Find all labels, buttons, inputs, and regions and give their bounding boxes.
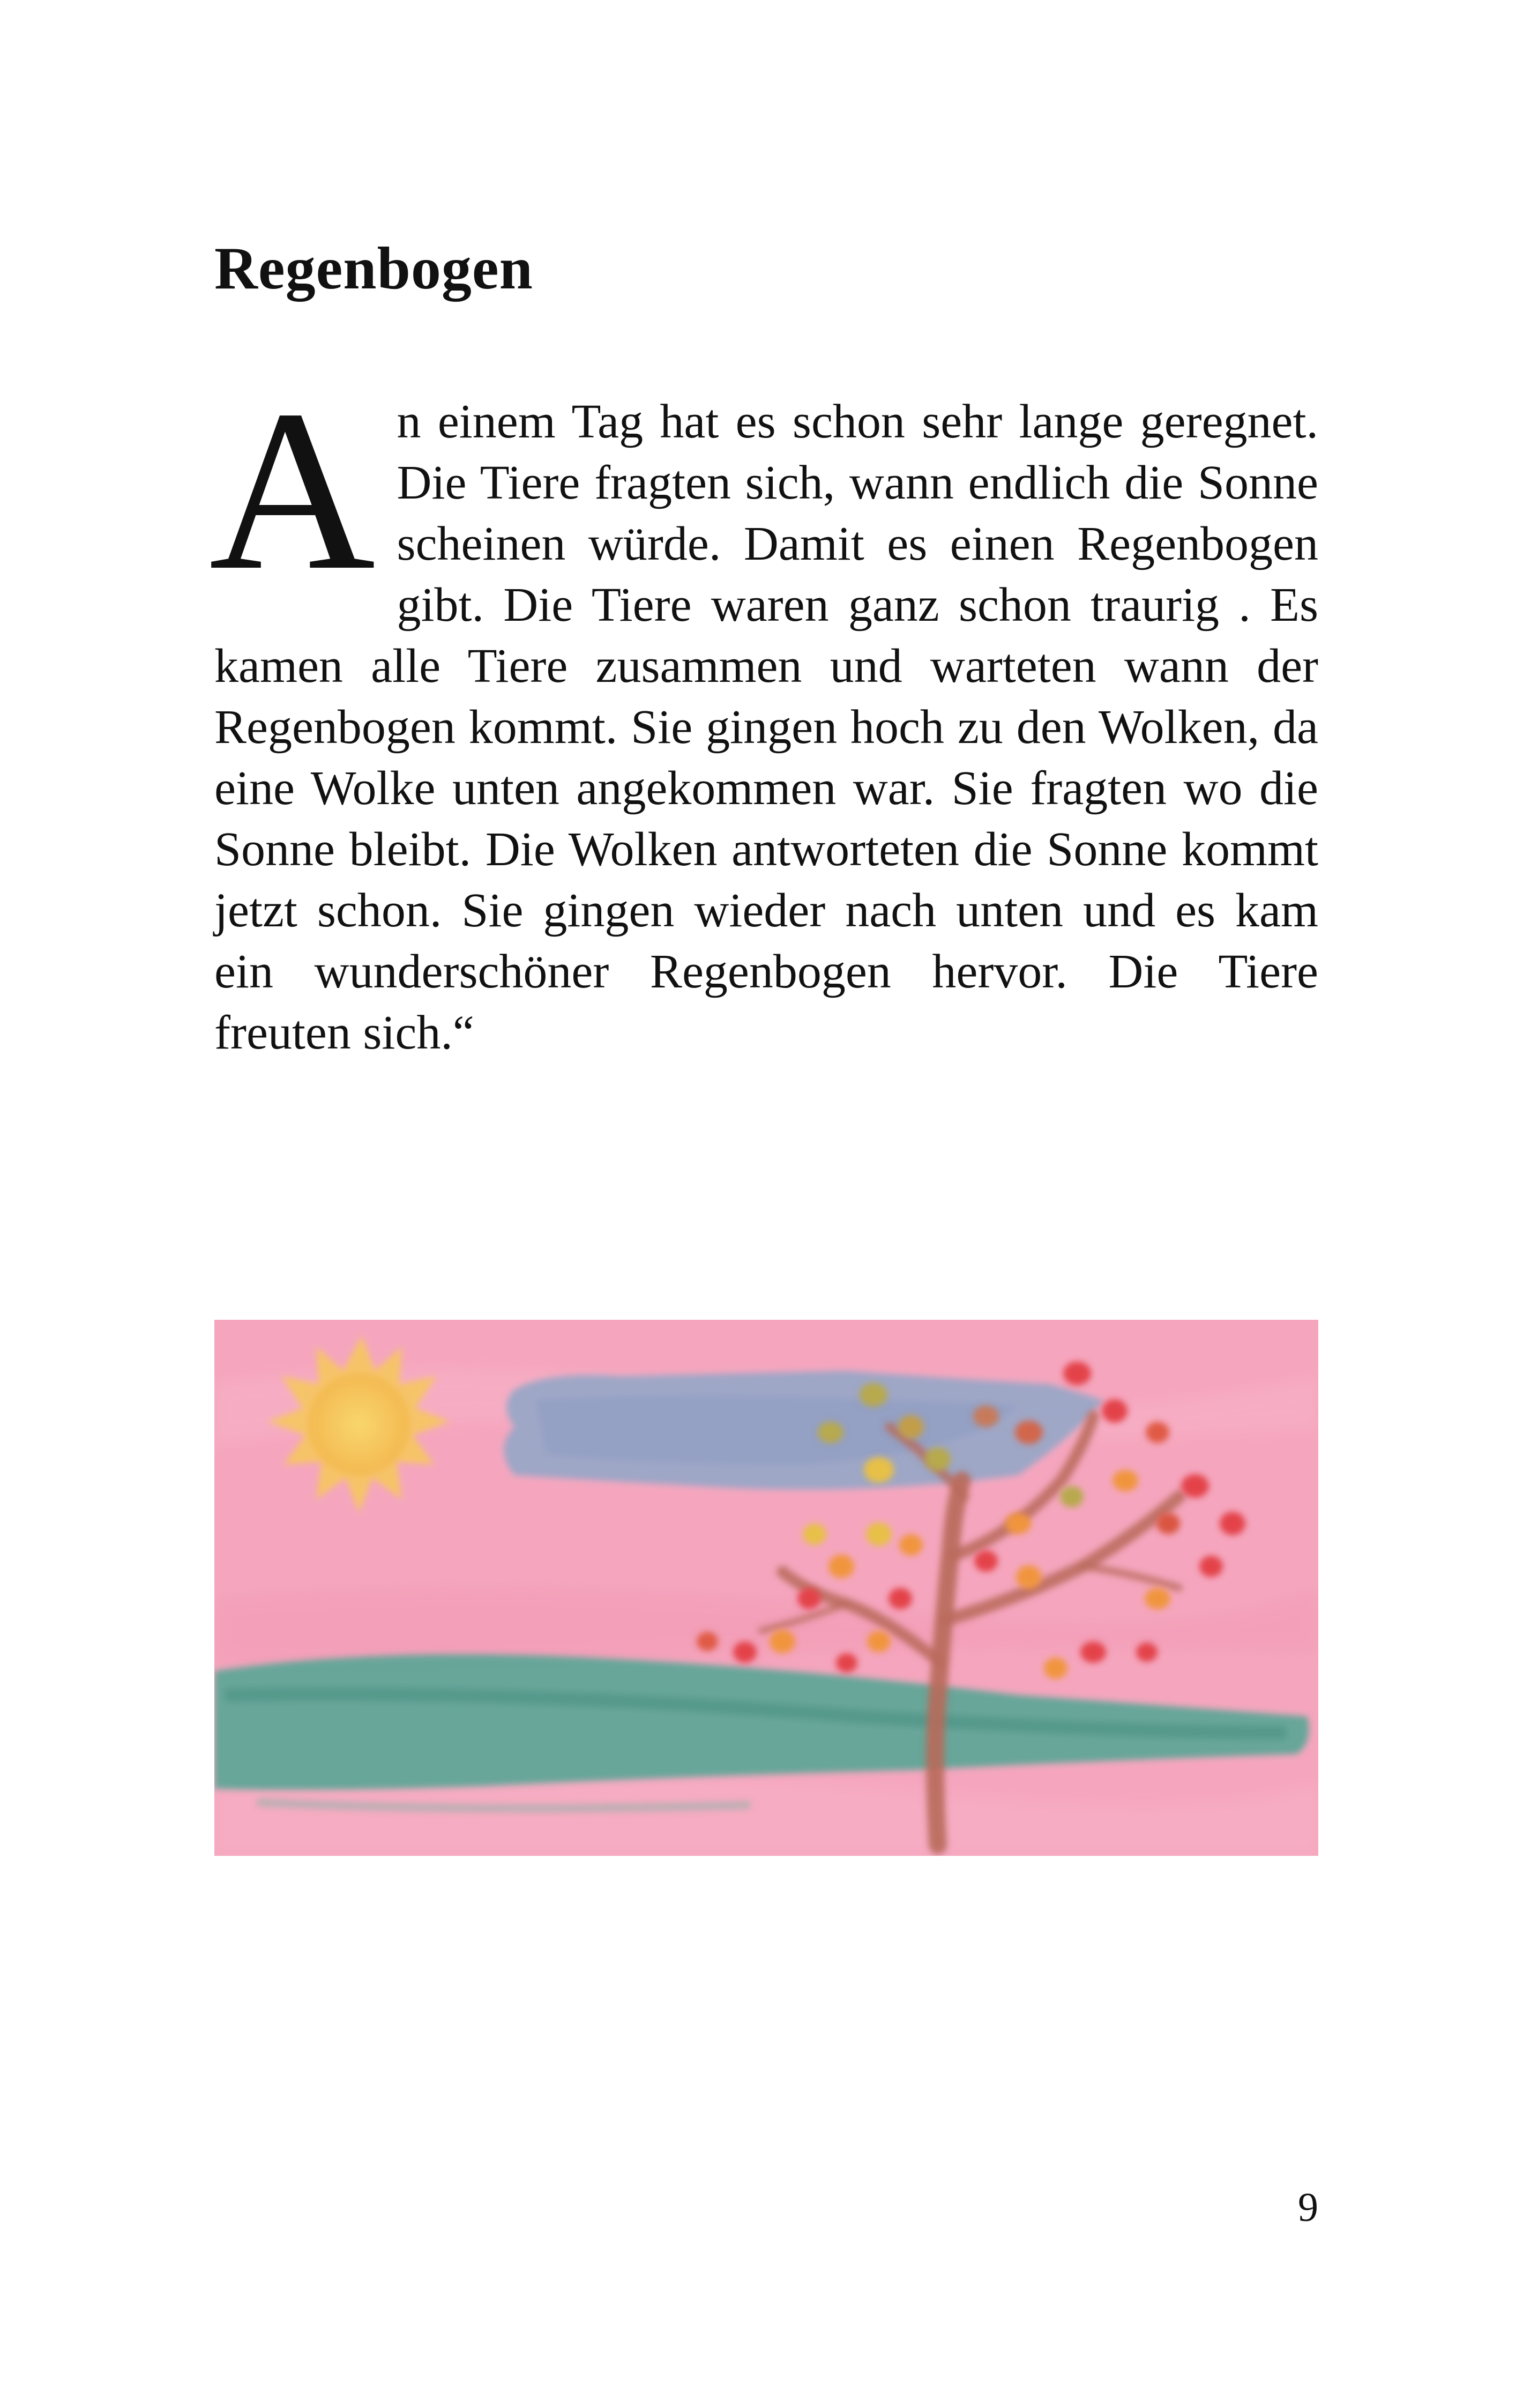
page-number: 9 (1298, 2185, 1318, 2230)
watercolor-painting (214, 1320, 1318, 1856)
drop-cap: A (209, 363, 376, 618)
story-paragraph (209, 363, 1318, 1064)
cloud-shape (504, 1371, 1104, 1490)
paragraph-text: n einem Tag hat es schon sehr lange geregnet. Die Tiere fragten sich, wann endlich die Sonne scheinen würde. Damit es einen Regenbogen gibt. Die Tiere waren ganz schon traurig . Es kamen alle Tiere zusammen und warteten wann der Regenbogen kommt. Sie gingen hoch zu den Wolken, da eine Wolke unten angekommen war. Sie fragten wo die Sonne bleibt. Die Wolken antworteten die Sonne kommt jetzt schon. Sie gingen wieder nach unten und es kam ein wunderschöner Regenbogen hervor. Die Tiere freuten sich.“ (214, 395, 1318, 1059)
story-title: Regenbogen (214, 235, 533, 302)
